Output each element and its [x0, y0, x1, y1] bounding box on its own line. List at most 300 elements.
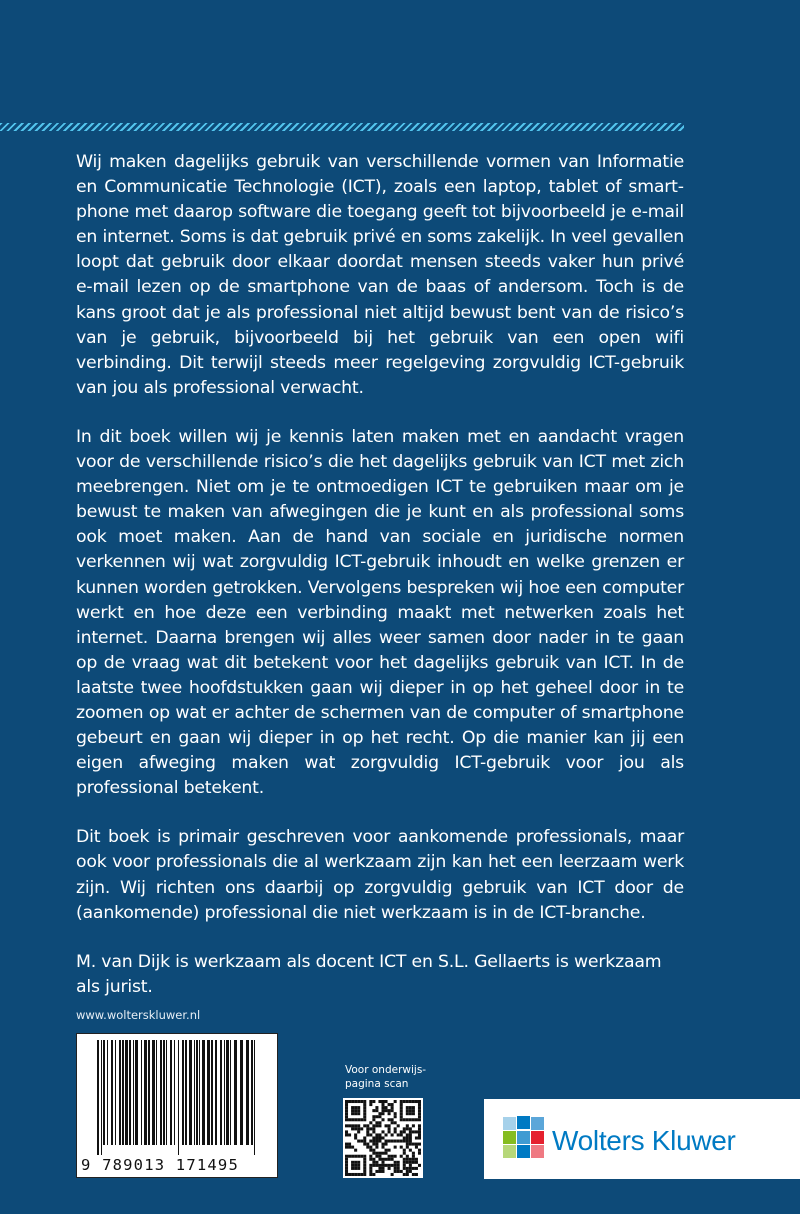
qr-module [385, 1164, 388, 1167]
qr-module [372, 1152, 375, 1155]
qr-module [391, 1133, 394, 1136]
qr-module [375, 1106, 378, 1109]
qr-module [372, 1124, 375, 1127]
qr-module [400, 1109, 403, 1112]
qr-module [403, 1140, 406, 1143]
qr-module [415, 1167, 418, 1170]
qr-module [351, 1167, 354, 1170]
qr-module [372, 1161, 375, 1164]
qr-module [351, 1118, 354, 1121]
qr-module [351, 1155, 354, 1158]
qr-module [400, 1133, 403, 1136]
barcode-bar [125, 1040, 128, 1145]
qr-module [403, 1173, 406, 1176]
qr-module [385, 1106, 388, 1109]
barcode-bar [111, 1040, 113, 1145]
qr-module [354, 1173, 357, 1176]
qr-module [348, 1124, 351, 1127]
qr-module [360, 1173, 363, 1176]
qr-module [412, 1143, 415, 1146]
isbn-number: 9 789013 171495 [81, 1156, 275, 1174]
qr-module [381, 1170, 384, 1173]
qr-module [378, 1164, 381, 1167]
qr-module [372, 1130, 375, 1133]
barcode-bar [234, 1040, 237, 1145]
qr-module [363, 1118, 366, 1121]
qr-module [354, 1124, 357, 1127]
qr-module [372, 1109, 375, 1112]
qr-module [403, 1130, 406, 1133]
qr-module [394, 1112, 397, 1115]
qr-module [357, 1124, 360, 1127]
qr-module [357, 1167, 360, 1170]
qr-module [412, 1155, 415, 1158]
qr-module [363, 1103, 366, 1106]
blurb-paragraph-1: Wij maken dagelijks gebruik van verschillende vormen van Informatie en Communicatie Technologie (ICT), zoals een laptop, tablet of smartphone met daarop software die toegang geeft tot bijvoorbeeld je e-mail en internet. Soms is dat gebruik privé en soms zakelijk. In veel gevallen loopt dat gebruik door elkaar doordat mensen steeds vaker hun privé e-mail lezen op de smartphone van de baas of andersom. Toch is de kans groot dat je als professional niet altijd bewust bent van de risico’s van je gebruik, bijvoorbeeld bij het gebruik van een open wifi verbinding. Dit terwijl steeds meer regelgeving zorgvuldig ICT-gebruik van jou als professional verwacht. [76, 152, 684, 398]
qr-module [415, 1161, 418, 1164]
qr-module [372, 1136, 375, 1139]
qr-module [409, 1112, 412, 1115]
publisher-name: Wolters Kluwer [552, 1125, 736, 1156]
qr-module [415, 1118, 418, 1121]
qr-module [388, 1158, 391, 1161]
qr-module [381, 1146, 384, 1149]
qr-module [418, 1115, 421, 1118]
qr-module [388, 1127, 391, 1130]
qr-module [391, 1164, 394, 1167]
qr-module [385, 1124, 388, 1127]
qr-module [391, 1158, 394, 1161]
qr-module [363, 1155, 366, 1158]
barcode-bar [166, 1040, 167, 1145]
qr-module [354, 1106, 357, 1109]
qr-module [394, 1130, 397, 1133]
qr-module [369, 1173, 372, 1176]
qr-module [381, 1167, 384, 1170]
qr-module [406, 1143, 409, 1146]
qr-module [372, 1158, 375, 1161]
qr-module [345, 1109, 348, 1112]
qr-module [412, 1109, 415, 1112]
qr-module [388, 1164, 391, 1167]
qr-module [394, 1121, 397, 1124]
qr-module [394, 1170, 397, 1173]
qr-module [388, 1109, 391, 1112]
qr-module [378, 1167, 381, 1170]
qr-module [415, 1158, 418, 1161]
qr-module [345, 1173, 348, 1176]
barcode-bar [107, 1040, 108, 1145]
qr-module [372, 1164, 375, 1167]
qr-module [366, 1133, 369, 1136]
barcode-bar [170, 1040, 172, 1145]
qr-module [345, 1115, 348, 1118]
qr-module [406, 1118, 409, 1121]
qr-module [406, 1170, 409, 1173]
qr-module [351, 1106, 354, 1109]
qr-module [412, 1158, 415, 1161]
barcode-bar [103, 1040, 105, 1145]
barcode-bar [144, 1040, 147, 1145]
barcode-bar [251, 1040, 253, 1145]
qr-module [381, 1100, 384, 1103]
qr-module [348, 1173, 351, 1176]
qr-module [409, 1167, 412, 1170]
qr-module [415, 1173, 418, 1176]
qr-module [345, 1155, 348, 1158]
qr-module [394, 1167, 397, 1170]
qr-module [388, 1167, 391, 1170]
qr-module [366, 1130, 369, 1133]
qr-module [345, 1124, 348, 1127]
barcode-bar [207, 1040, 210, 1145]
qr-code[interactable] [343, 1098, 423, 1178]
qr-module [400, 1146, 403, 1149]
qr-module [418, 1118, 421, 1121]
qr-module [418, 1136, 421, 1139]
qr-module [381, 1161, 384, 1164]
qr-module [418, 1164, 421, 1167]
qr-module [348, 1118, 351, 1121]
qr-module [369, 1100, 372, 1103]
qr-module [391, 1106, 394, 1109]
back-cover-blurb [76, 150, 684, 1000]
qr-module [400, 1112, 403, 1115]
barcode-bar [240, 1040, 243, 1145]
qr-module [351, 1109, 354, 1112]
barcode-bar [160, 1040, 162, 1145]
qr-module [397, 1133, 400, 1136]
qr-module [391, 1173, 394, 1176]
qr-module [394, 1161, 397, 1164]
qr-module [388, 1124, 391, 1127]
qr-module [351, 1164, 354, 1167]
qr-module [391, 1155, 394, 1158]
qr-module [415, 1100, 418, 1103]
qr-module [363, 1143, 366, 1146]
qr-module [354, 1127, 357, 1130]
qr-module [385, 1152, 388, 1155]
qr-module [381, 1130, 384, 1133]
qr-module [348, 1133, 351, 1136]
qr-module [397, 1164, 400, 1167]
qr-module [363, 1112, 366, 1115]
barcode-bar [254, 1040, 255, 1155]
qr-module [354, 1112, 357, 1115]
qr-module [381, 1136, 384, 1139]
qr-module [357, 1161, 360, 1164]
qr-module [409, 1106, 412, 1109]
qr-module [360, 1100, 363, 1103]
qr-module [366, 1146, 369, 1149]
qr-module [394, 1100, 397, 1103]
qr-module [397, 1124, 400, 1127]
qr-module [406, 1127, 409, 1130]
qr-module [369, 1127, 372, 1130]
qr-module [345, 1170, 348, 1173]
qr-module [409, 1109, 412, 1112]
barcode-bar [119, 1040, 121, 1145]
qr-module [409, 1100, 412, 1103]
qr-module [415, 1136, 418, 1139]
qr-module [354, 1133, 357, 1136]
qr-module [375, 1152, 378, 1155]
qr-module [366, 1124, 369, 1127]
qr-module [403, 1118, 406, 1121]
qr-module [381, 1152, 384, 1155]
qr-module [375, 1161, 378, 1164]
barcode-bar [226, 1040, 229, 1145]
qr-module [354, 1167, 357, 1170]
barcode-bar [230, 1040, 231, 1145]
qr-module [378, 1140, 381, 1143]
qr-module [345, 1158, 348, 1161]
qr-module [409, 1164, 412, 1167]
qr-module [400, 1170, 403, 1173]
barcode-bar [196, 1040, 198, 1145]
qr-module [409, 1118, 412, 1121]
barcode-bars [97, 1040, 259, 1155]
qr-code-pattern [345, 1100, 421, 1176]
qr-module [412, 1112, 415, 1115]
qr-module [391, 1121, 394, 1124]
qr-module [363, 1136, 366, 1139]
qr-module [357, 1100, 360, 1103]
qr-module [378, 1152, 381, 1155]
qr-module [418, 1133, 421, 1136]
qr-module [345, 1167, 348, 1170]
qr-module [388, 1140, 391, 1143]
qr-module [378, 1158, 381, 1161]
qr-module [369, 1158, 372, 1161]
qr-module [345, 1146, 348, 1149]
qr-module [381, 1164, 384, 1167]
qr-module [397, 1140, 400, 1143]
qr-module [418, 1149, 421, 1152]
qr-module [357, 1130, 360, 1133]
barcode-bar [202, 1040, 205, 1145]
qr-module [412, 1130, 415, 1133]
qr-module [354, 1155, 357, 1158]
qr-module [418, 1130, 421, 1133]
qr-module [412, 1152, 415, 1155]
qr-module [348, 1143, 351, 1146]
barcode-bar [211, 1040, 213, 1145]
qr-module [412, 1118, 415, 1121]
blurb-paragraph-2: In dit boek willen wij je kennis laten maken met en aandacht vragen voor de verschillende risico’s die het dagelijks gebruik van ICT met zich meebrengen. Niet om je te ontmoedigen ICT te gebruiken maar om je bewust te maken van afwegingen die je kunt en als professional soms ook moet maken. Aan de hand van sociale en juridische normen verkennen wij wat zorgvuldig ICT-gebruik inhoudt en welke grenzen er kunnen worden getrokken. Vervolgens bespreken wij hoe een computer werkt en hoe deze een verbinding maakt met netwerken zoals het internet. Daarna brengen wij alles weer samen door nader in te gaan op de vraag wat dit betekent voor het dagelijks gebruik van ICT. In de laatste twee hoofdstukken gaan wij dieper in op het geheel door in te zoomen op wat er achter de schermen van de computer of smartphone gebeurt en gaan wij dieper in op het recht. Op die manier kan jij een eigen afweging maken wat zorgvuldig ICT-gebruik voor jou als professional betekent. [76, 426, 684, 799]
qr-module [385, 1158, 388, 1161]
qr-module [403, 1161, 406, 1164]
qr-module [418, 1152, 421, 1155]
barcode-bar [152, 1040, 155, 1145]
qr-module [372, 1115, 375, 1118]
qr-module [345, 1112, 348, 1115]
qr-module [363, 1158, 366, 1161]
qr-module [372, 1100, 375, 1103]
qr-module [409, 1130, 412, 1133]
qr-module [363, 1170, 366, 1173]
qr-module [360, 1140, 363, 1143]
barcode-bar [129, 1040, 131, 1145]
qr-module [406, 1124, 409, 1127]
qr-module [369, 1167, 372, 1170]
qr-module [388, 1103, 391, 1106]
barcode-bar [185, 1040, 187, 1145]
qr-module [406, 1112, 409, 1115]
qr-module [409, 1149, 412, 1152]
qr-module [403, 1100, 406, 1103]
qr-module [363, 1164, 366, 1167]
qr-module [360, 1155, 363, 1158]
qr-module [406, 1173, 409, 1176]
qr-module [381, 1112, 384, 1115]
qr-module [409, 1136, 412, 1139]
qr-module [375, 1164, 378, 1167]
barcode-bar [133, 1040, 134, 1145]
qr-module [378, 1100, 381, 1103]
qr-module [381, 1106, 384, 1109]
qr-module [357, 1173, 360, 1176]
barcode-bar [115, 1040, 116, 1145]
qr-module [406, 1100, 409, 1103]
barcode-bar [246, 1040, 249, 1145]
qr-module [394, 1155, 397, 1158]
qr-module [351, 1146, 354, 1149]
qr-module [391, 1109, 394, 1112]
qr-module [394, 1146, 397, 1149]
isbn-barcode [76, 1033, 278, 1178]
qr-module [418, 1100, 421, 1103]
qr-module [406, 1158, 409, 1161]
qr-module [345, 1118, 348, 1121]
qr-module [394, 1127, 397, 1130]
qr-module [354, 1161, 357, 1164]
qr-module [375, 1115, 378, 1118]
barcode-bar [148, 1040, 150, 1145]
barcode-bar [224, 1040, 225, 1145]
qr-module [348, 1155, 351, 1158]
qr-module [357, 1140, 360, 1143]
qr-module [360, 1127, 363, 1130]
qr-module [406, 1140, 409, 1143]
barcode-bar [163, 1040, 165, 1145]
barcode-bar [101, 1040, 102, 1155]
qr-module [409, 1133, 412, 1136]
qr-module [403, 1152, 406, 1155]
qr-module [354, 1109, 357, 1112]
qr-module [412, 1167, 415, 1170]
qr-module [345, 1130, 348, 1133]
qr-module [406, 1155, 409, 1158]
qr-module [363, 1173, 366, 1176]
qr-module [409, 1140, 412, 1143]
qr-module [403, 1167, 406, 1170]
qr-module [409, 1161, 412, 1164]
qr-module [363, 1161, 366, 1164]
qr-module [354, 1100, 357, 1103]
qr-module [397, 1161, 400, 1164]
qr-module [388, 1130, 391, 1133]
qr-module [363, 1106, 366, 1109]
barcode-bar [135, 1040, 138, 1145]
qr-module [388, 1118, 391, 1121]
qr-module [403, 1136, 406, 1139]
barcode-bar [189, 1040, 192, 1145]
qr-module [418, 1109, 421, 1112]
qr-module [418, 1127, 421, 1130]
qr-module [345, 1133, 348, 1136]
qr-module [406, 1136, 409, 1139]
qr-module [378, 1112, 381, 1115]
qr-module [366, 1143, 369, 1146]
qr-module [403, 1127, 406, 1130]
qr-module [369, 1140, 372, 1143]
qr-module [348, 1146, 351, 1149]
qr-module [375, 1140, 378, 1143]
qr-module [406, 1109, 409, 1112]
publisher-website[interactable]: www.wolterskluwer.nl [76, 1008, 201, 1022]
qr-module [381, 1118, 384, 1121]
qr-module [415, 1130, 418, 1133]
qr-module [375, 1146, 378, 1149]
qr-module [391, 1140, 394, 1143]
qr-module [357, 1164, 360, 1167]
qr-module [381, 1158, 384, 1161]
qr-module [403, 1149, 406, 1152]
qr-module [357, 1109, 360, 1112]
qr-module [357, 1118, 360, 1121]
qr-module [372, 1118, 375, 1121]
qr-module [418, 1124, 421, 1127]
qr-module [345, 1161, 348, 1164]
qr-module [403, 1164, 406, 1167]
barcode-bar [215, 1040, 217, 1145]
qr-module [363, 1115, 366, 1118]
qr-module [409, 1127, 412, 1130]
qr-module [385, 1140, 388, 1143]
qr-module [397, 1167, 400, 1170]
qr-module [369, 1121, 372, 1124]
qr-module [418, 1143, 421, 1146]
qr-module [375, 1133, 378, 1136]
qr-module [400, 1103, 403, 1106]
barcode-bar [220, 1040, 222, 1145]
qr-module [369, 1149, 372, 1152]
qr-module [354, 1118, 357, 1121]
qr-module [363, 1140, 366, 1143]
qr-module [372, 1127, 375, 1130]
qr-module [354, 1149, 357, 1152]
barcode-bar [97, 1040, 99, 1155]
qr-module [357, 1155, 360, 1158]
qr-module [357, 1112, 360, 1115]
qr-module [345, 1164, 348, 1167]
qr-module [406, 1146, 409, 1149]
qr-module [369, 1146, 372, 1149]
qr-module [375, 1109, 378, 1112]
qr-module [412, 1106, 415, 1109]
qr-module [418, 1103, 421, 1106]
barcode-bar [178, 1040, 179, 1155]
qr-module [385, 1100, 388, 1103]
qr-module [348, 1100, 351, 1103]
qr-module [406, 1133, 409, 1136]
qr-module [378, 1136, 381, 1139]
qr-module [381, 1103, 384, 1106]
qr-module [412, 1124, 415, 1127]
barcode-bar [174, 1040, 175, 1145]
author-note: M. van Dijk is werkzaam als docent ICT en S.L. Gellaerts is werkzaam als jurist. [76, 951, 662, 997]
